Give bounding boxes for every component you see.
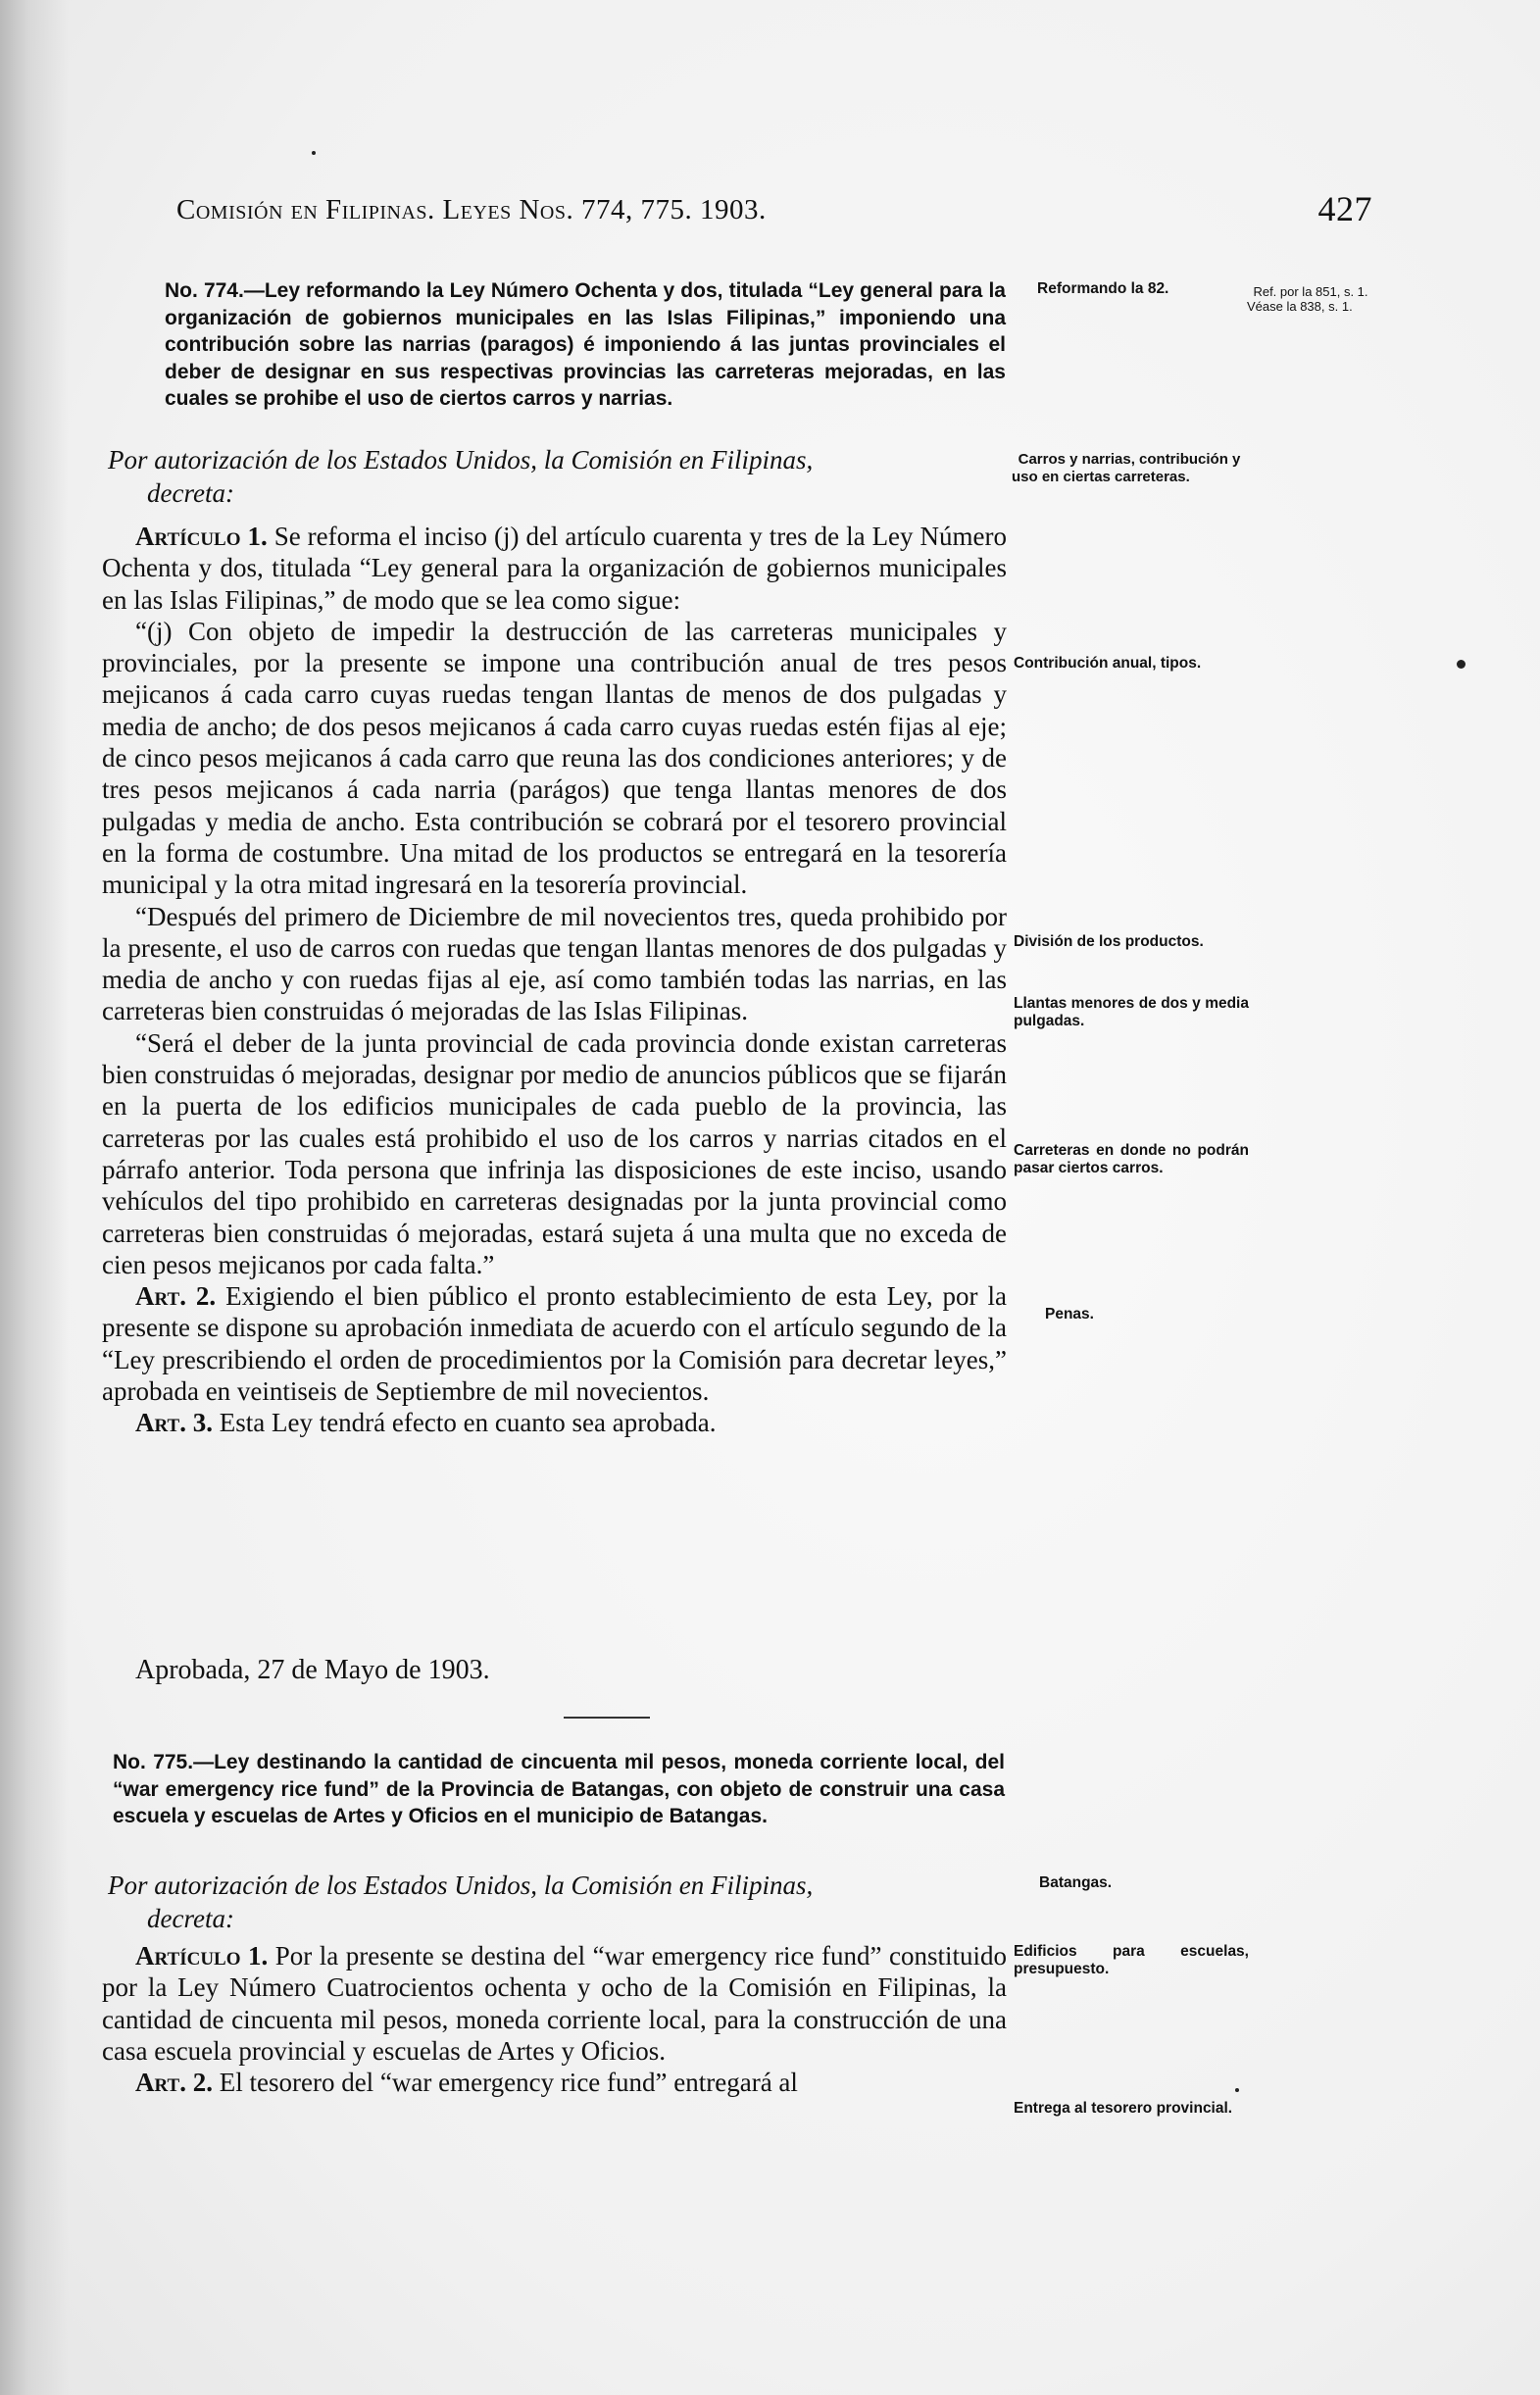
law-774-enacting-clause [108,443,1010,510]
law-774-quote-paragraph-2: “Después del primero de Diciembre de mil novecientos tres, queda prohibido por la presente, el uso de carros con ruedas que tengan llantas menores de dos pulgadas y media de ancho y con ruedas fijas al eje, así como también todas las narrias, en las carreteras bien construidas ó mejoradas de las Islas Filipinas. [102,901,1007,1026]
law-775-enacting-line1: Por autorización de los Estados Unidos, la Comisión en Filipinas, [108,1871,814,1900]
margin-note-entrega-tesorero: Entrega al tesorero provincial. [1014,2100,1233,2117]
article-1-text: Se reforma el inciso (j) del artículo cuarenta y tres de la Ley Número Ochenta y dos, titulada “Ley general para la organización de gobiernos municipales en las Islas Filipinas,” de modo que se lea como sigue: [102,522,1007,615]
running-title: Comisión en Filipinas. Leyes Nos. 774, 775. 1903. [176,194,767,225]
margin-note-llantas-menores: Llantas menores de dos y media pulgadas. [1014,995,1249,1029]
margin-note-reformando: Reformando la 82. [1037,280,1169,297]
article-3-label: Art. 3. [135,1408,213,1438]
law-774-article-2 [102,1280,1007,1407]
law-775-article-2-label: Art. 2. [135,2068,213,2098]
law-774-quote-paragraph-1: “(j) Con objeto de impedir la destrucción de las carreteras municipales y provinciales, por la presente se impone una contribución anual de tres pesos mejicanos á cada carro cuyas ruedas tengan llantas de menos de dos pulgadas y media de ancho; de dos pesos mejicanos á cada carro cuyas ruedas estén fijas al eje; de cinco pesos mejicanos á cada carro que reuna las dos condiciones anteriores; y de tres pesos mejicanos á cada narria (parágos) que tenga llantas menores de dos pulgadas y media de ancho. Esta contribución se cobrará por el tesorero provincial en la forma de costumbre. Una mitad de los productos se entregará en la tesorería municipal y la otra mitad ingresará en la tesorería provincial. [102,616,1007,900]
law-775-body [102,1940,1007,2098]
law-775-article-1-text: Por la presente se destina del “war emergency rice fund” constituido por la Ley Número Cuatrocientos ochenta y ocho de la Comisión en Filipinas, la cantidad de cincuenta mil pesos, moneda corriente local, para la construcción de una casa escuela provincial y escuelas de Artes y Oficios. [102,1941,1007,2066]
margin-note-carreteras: Carreteras en donde no podrán pasar ciertos carros. [1014,1142,1249,1176]
article-3-text: Esta Ley tendrá efecto en cuanto sea aprobada. [219,1408,717,1438]
article-1-label: Artículo 1. [135,522,268,551]
margin-note-contribucion-anual: Contribución anual, tipos. [1014,655,1202,672]
law-775-article-1 [102,1940,1007,2067]
law-775-article-2-text: El tesorero del “war emergency rice fund” entregará al [219,2068,798,2098]
scan-speck [1457,660,1465,669]
law-774-enacting-line2: decreta: [147,478,234,508]
margin-note-division-productos: División de los productos. [1014,933,1204,950]
margin-note-batangas: Batangas. [1039,1874,1113,1891]
margin-note-penas: Penas. [1045,1306,1094,1322]
law-774-quote-paragraph-3: “Será el deber de la junta provincial de cada provincia donde existan carreteras bien construidas ó mejoradas, designar por medio de anuncios públicos que se fijarán en la puerta de los edificios municipales de cada pueblo de la provincia, las carreteras por las cuales está prohibido el uso de los carros y narrias citados en el párrafo anterior. Toda persona que infrinja las disposiciones de este inciso, usando vehículos del tipo prohibido en carreteras designadas por la junta provincial como carreteras bien construidas ó mejoradas, estará sujeta á una multa que no exceda de cien pesos mejicanos por cada falta.” [102,1027,1007,1279]
law-774-title-text: No. 774.—Ley reformando la Ley Número Ochenta y dos, titulada “Ley general para la organización de gobiernos municipales en las Islas Filipinas,” imponiendo una contribución sobre las narrias (paragos) é imponiendo á las juntas provinciales el deber de designar en sus respectivas provincias las carreteras mejoradas, en las cuales se prohibe el uso de ciertos carros y narrias. [165,279,1006,410]
section-separator [564,1717,650,1719]
margin-note-carros-narrias: Carros y narrias, contribución y uso en ciertas carreteras. [1012,451,1241,485]
law-774-body [102,521,1007,1439]
article-2-text: Exigiendo el bien público el pronto establecimiento de esta Ley, por la presente se dispone su aprobación inmediata de acuerdo con el artículo segundo de la “Ley prescribiendo el orden de procedimientos por la Comisión para decretar leyes,” aprobada en veintiseis de Septiembre de mil novecientos. [102,1281,1007,1407]
scan-speck [1235,2088,1239,2092]
margin-note-edificios-escuelas: Edificios para escuelas, presupuesto. [1014,1943,1249,1977]
scan-speck [312,151,316,155]
law-774-title [165,277,1006,413]
law-775-enacting-clause [108,1869,1010,1935]
law-774-enacting-line1: Por autorización de los Estados Unidos, la Comisión en Filipinas, [108,445,814,474]
margin-note-reference: Ref. por la 851, s. 1. Véase la 838, s. 1. [1247,284,1368,314]
running-header [176,188,1372,237]
law-775-title [113,1749,1005,1830]
article-2-label: Art. 2. [135,1281,217,1312]
law-774-article-1 [102,521,1007,616]
page-number: 427 [1317,189,1372,228]
law-774-approval-date: Aprobada, 27 de Mayo de 1903. [135,1655,490,1685]
law-775-article-2 [102,2067,1007,2098]
law-775-article-1-label: Artículo 1. [135,1941,269,1971]
law-775-enacting-line2: decreta: [147,1904,234,1933]
law-774-article-3 [102,1407,1007,1438]
law-775-title-text: No. 775.—Ley destinando la cantidad de cincuenta mil pesos, moneda corriente local, del “war emergency rice fund” de la Provincia de Batangas, con objeto de construir una casa escuela y escuelas de Artes y Oficios en el municipio de Batangas. [113,1751,1005,1827]
page-edge-shadow [0,0,69,2395]
